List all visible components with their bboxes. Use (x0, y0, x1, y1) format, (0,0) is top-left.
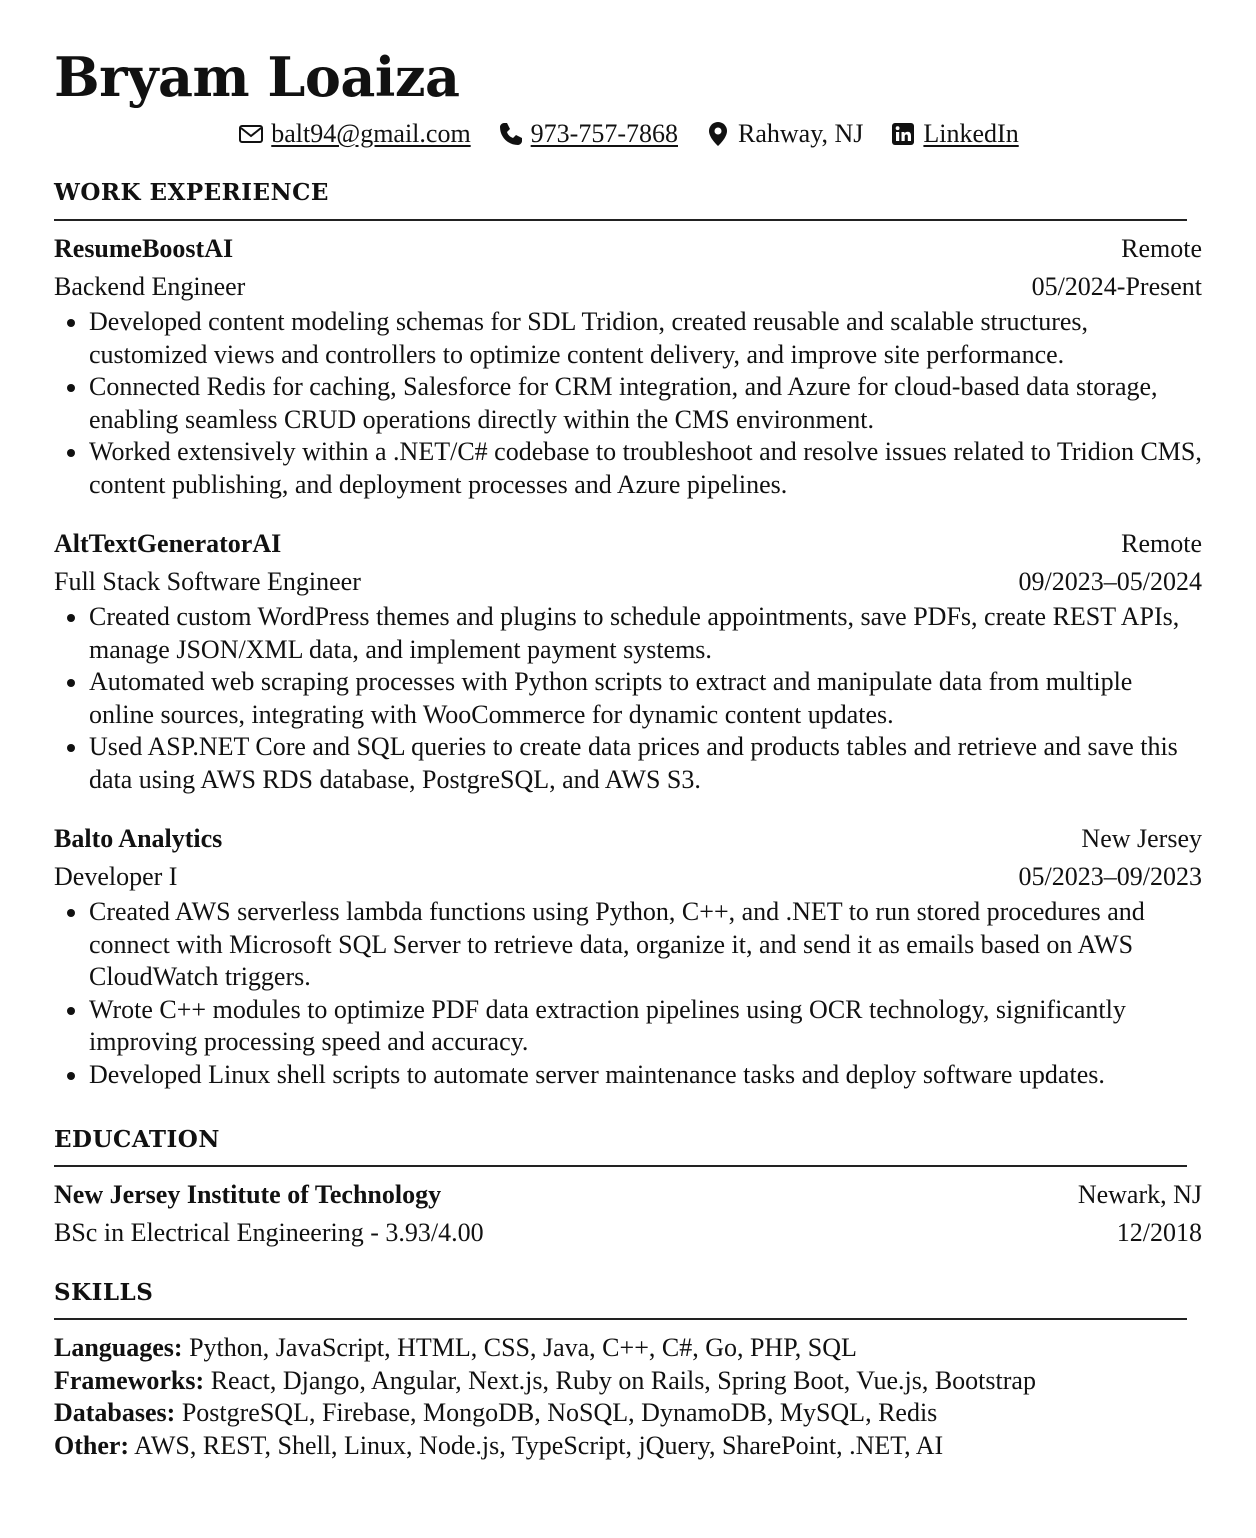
skill-value: AWS, REST, Shell, Linux, Node.js, TypeScript, jQuery, SharePoint, .NET, AI (134, 1430, 944, 1460)
job-company: Balto Analytics (54, 824, 223, 853)
job-entry (54, 820, 1202, 1091)
contact-email (237, 116, 470, 152)
job-role: Full Stack Software Engineer (54, 567, 361, 596)
job-company: ResumeBoostAI (54, 234, 234, 263)
phone-link[interactable]: 973-757-7868 (530, 119, 678, 148)
skill-line-languages (54, 1332, 1202, 1365)
job-role: Developer I (54, 862, 178, 891)
job-bullets (54, 601, 1202, 796)
job-location: Remote (1121, 529, 1202, 558)
skills-list (54, 1332, 1202, 1462)
job-entry (54, 525, 1202, 796)
skills-heading: SKILLS (54, 1279, 154, 1306)
linkedin-icon (889, 120, 917, 148)
section-divider (54, 219, 1187, 221)
contact-location (704, 116, 863, 152)
contact-linkedin (889, 116, 1018, 152)
contact-bar (54, 116, 1202, 152)
job-dates: 05/2024-Present (1031, 272, 1202, 301)
job-company: AltTextGeneratorAI (54, 529, 282, 558)
bullet-item: Automated web scraping processes with Python scripts to extract and manipulate data from multiple online sources, integrating with WooCommerce for dynamic content updates. (54, 666, 1202, 731)
job-location: New Jersey (1081, 824, 1202, 853)
email-link[interactable]: balt94@gmail.com (271, 119, 471, 148)
education-entry (54, 1176, 1202, 1252)
skill-line-frameworks (54, 1365, 1202, 1398)
skill-value: Python, JavaScript, HTML, CSS, Java, C++, C#, Go, PHP, SQL (189, 1333, 857, 1362)
job-location: Remote (1121, 234, 1202, 263)
skill-label: Other: (54, 1430, 130, 1460)
bullet-item: Developed Linux shell scripts to automate server maintenance tasks and deploy software updates. (54, 1059, 1202, 1092)
section-divider (54, 1318, 1187, 1320)
job-dates: 09/2023–05/2024 (1018, 567, 1202, 596)
graduation-date: 12/2018 (1116, 1218, 1202, 1247)
section-divider (54, 1165, 1187, 1167)
skill-value: PostgreSQL, Firebase, MongoDB, NoSQL, DynamoDB, MySQL, Redis (181, 1398, 938, 1427)
skill-label: Databases: (54, 1398, 176, 1427)
degree: BSc in Electrical Engineering - 3.93/4.00 (54, 1218, 484, 1247)
school-name: New Jersey Institute of Technology (54, 1180, 442, 1209)
bullet-item: Used ASP.NET Core and SQL queries to create data prices and products tables and retrieve and save this data using AWS RDS database, PostgreSQL, and AWS S3. (54, 731, 1202, 796)
phone-icon (497, 120, 525, 148)
bullet-item: Created AWS serverless lambda functions using Python, C++, and .NET to run stored procedures and connect with Microsoft SQL Server to retrieve data, organize it, and send it as emails based on AWS CloudWatch triggers. (54, 896, 1202, 994)
job-entry (54, 230, 1202, 501)
job-bullets (54, 306, 1202, 501)
job-role: Backend Engineer (54, 272, 246, 301)
location-text: Rahway, NJ (738, 119, 864, 148)
skill-label: Languages: (54, 1333, 183, 1362)
candidate-name: Bryam Loaiza (54, 45, 460, 109)
skill-label: Frameworks: (54, 1365, 205, 1395)
education-heading: EDUCATION (54, 1126, 220, 1153)
skill-line-other (54, 1430, 1202, 1463)
job-dates: 05/2023–09/2023 (1018, 862, 1202, 891)
map-pin-icon (704, 120, 732, 148)
work-experience-heading: WORK EXPERIENCE (54, 179, 329, 206)
bullet-item: Wrote C++ modules to optimize PDF data extraction pipelines using OCR technology, significantly improving processing speed and accuracy. (54, 994, 1202, 1059)
bullet-item: Connected Redis for caching, Salesforce for CRM integration, and Azure for cloud-based data storage, enabling seamless CRUD operations directly within the CMS environment. (54, 371, 1202, 436)
envelope-icon (237, 120, 265, 148)
bullet-item: Developed content modeling schemas for SDL Tridion, created reusable and scalable structures, customized views and controllers to optimize content delivery, and improve site performance. (54, 306, 1202, 371)
bullet-item: Worked extensively within a .NET/C# codebase to troubleshoot and resolve issues related to Tridion CMS, content publishing, and deployment processes and Azure pipelines. (54, 436, 1202, 501)
bullet-item: Created custom WordPress themes and plugins to schedule appointments, save PDFs, create REST APIs, manage JSON/XML data, and implement payment systems. (54, 601, 1202, 666)
linkedin-link[interactable]: LinkedIn (923, 119, 1019, 148)
school-location: Newark, NJ (1077, 1180, 1202, 1209)
contact-phone (497, 116, 678, 152)
job-bullets (54, 896, 1202, 1091)
skill-line-databases (54, 1397, 1202, 1430)
skill-value: React, Django, Angular, Next.js, Ruby on Rails, Spring Boot, Vue.js, Bootstrap (210, 1365, 1036, 1395)
